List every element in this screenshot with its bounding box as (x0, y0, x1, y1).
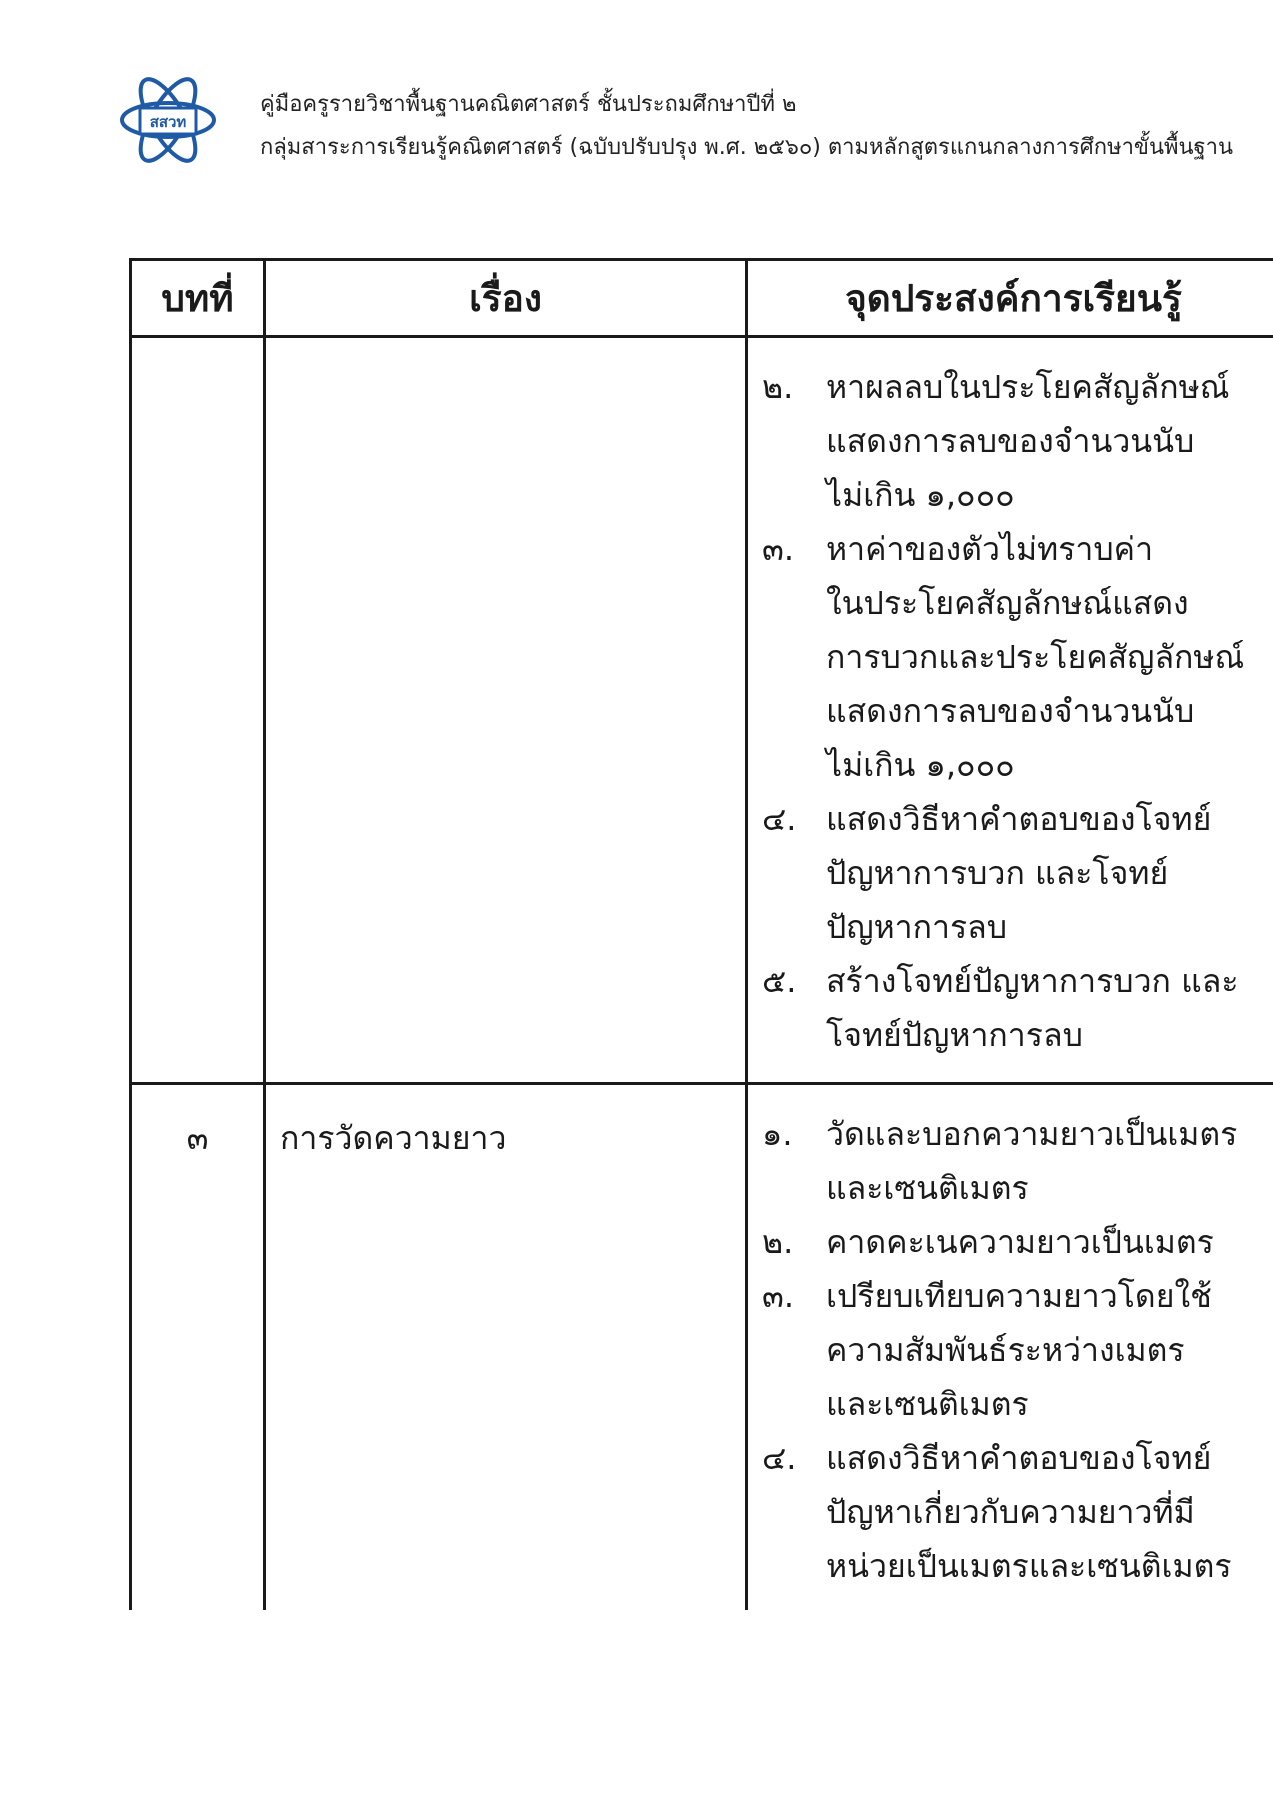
header-subtitle: กลุ่มสาระการเรียนรู้คณิตศาสตร์ (ฉบับปรับปรุง พ.ศ. ๒๕๖๐) ตามหลักสูตรแกนกลางการศึกษาขั้นพื้นฐาน (260, 135, 1234, 160)
header-chapter: บทที่ (131, 260, 265, 337)
svg-text:สสวท: สสวท (149, 113, 187, 131)
objective-line: ปัญหาการลบ (826, 908, 1008, 946)
objective-line: ในประโยคสัญลักษณ์แสดง (826, 584, 1189, 622)
objective-item (748, 954, 1273, 1062)
objective-number: ๓. (762, 1277, 795, 1315)
objectives-cell (747, 1084, 1273, 1611)
objective-line: ปัญหาเกี่ยวกับความยาวที่มี (826, 1493, 1195, 1531)
objective-item (748, 1431, 1273, 1593)
header-objectives: จุดประสงค์การเรียนรู้ (747, 260, 1273, 337)
topic-cell: การวัดความยาว (265, 1084, 747, 1611)
table-row (131, 1084, 1273, 1611)
objective-line: แสดงวิธีหาคำตอบของโจทย์ (826, 800, 1212, 838)
table-row (131, 337, 1273, 1084)
chapter-cell (131, 337, 265, 1084)
objective-item (748, 1269, 1273, 1431)
page-header (0, 0, 1273, 200)
objective-line: วัดและบอกความยาวเป็นเมตร (826, 1115, 1238, 1153)
objective-item (748, 360, 1273, 522)
objective-line: แสดงการลบของจำนวนนับ (826, 422, 1195, 460)
header-title: คู่มือครูรายวิชาพื้นฐานคณิตศาสตร์ ชั้นประถมศึกษาปีที่ ๒ (260, 92, 797, 117)
objective-line: หาผลลบในประโยคสัญลักษณ์ (826, 368, 1230, 406)
objective-line: ปัญหาการบวก และโจทย์ (826, 854, 1169, 892)
topic-cell (265, 337, 747, 1084)
objective-number: ๔. (762, 800, 797, 838)
objective-number: ๒. (762, 368, 794, 406)
objective-item (748, 792, 1273, 954)
objective-line: โจทย์ปัญหาการลบ (826, 1016, 1083, 1054)
objectives-table (129, 258, 1273, 1610)
chapter-cell: ๓ (131, 1084, 265, 1611)
objective-item (748, 1215, 1273, 1269)
objective-number: ๑. (762, 1115, 793, 1153)
objective-line: แสดงวิธีหาคำตอบของโจทย์ (826, 1439, 1212, 1477)
header-topic: เรื่อง (265, 260, 747, 337)
objective-line: ไม่เกิน ๑,๐๐๐ (826, 476, 1015, 514)
objective-line: เปรียบเทียบความยาวโดยใช้ (826, 1277, 1212, 1315)
objective-line: และเซนติเมตร (826, 1169, 1029, 1207)
objective-line: คาดคะเนความยาวเป็นเมตร (826, 1223, 1214, 1261)
objective-line: ความสัมพันธ์ระหว่างเมตร (826, 1331, 1185, 1369)
table-header-row (131, 260, 1273, 337)
objective-line: สร้างโจทย์ปัญหาการบวก และ (826, 962, 1239, 1000)
objective-line: และเซนติเมตร (826, 1385, 1029, 1423)
objective-item (748, 522, 1273, 792)
objective-number: ๔. (762, 1439, 797, 1477)
objective-line: หน่วยเป็นเมตรและเซนติเมตร (826, 1547, 1232, 1585)
objectives-cell (747, 337, 1273, 1084)
objective-line: ไม่เกิน ๑,๐๐๐ (826, 746, 1015, 784)
objective-item (748, 1107, 1273, 1215)
objective-number: ๒. (762, 1223, 794, 1261)
objective-number: ๕. (762, 962, 797, 1000)
objective-line: การบวกและประโยคสัญลักษณ์ (826, 638, 1245, 676)
objective-line: หาค่าของตัวไม่ทราบค่า (826, 530, 1154, 568)
ipst-logo (118, 70, 218, 170)
objective-line: แสดงการลบของจำนวนนับ (826, 692, 1195, 730)
objective-number: ๓. (762, 530, 795, 568)
